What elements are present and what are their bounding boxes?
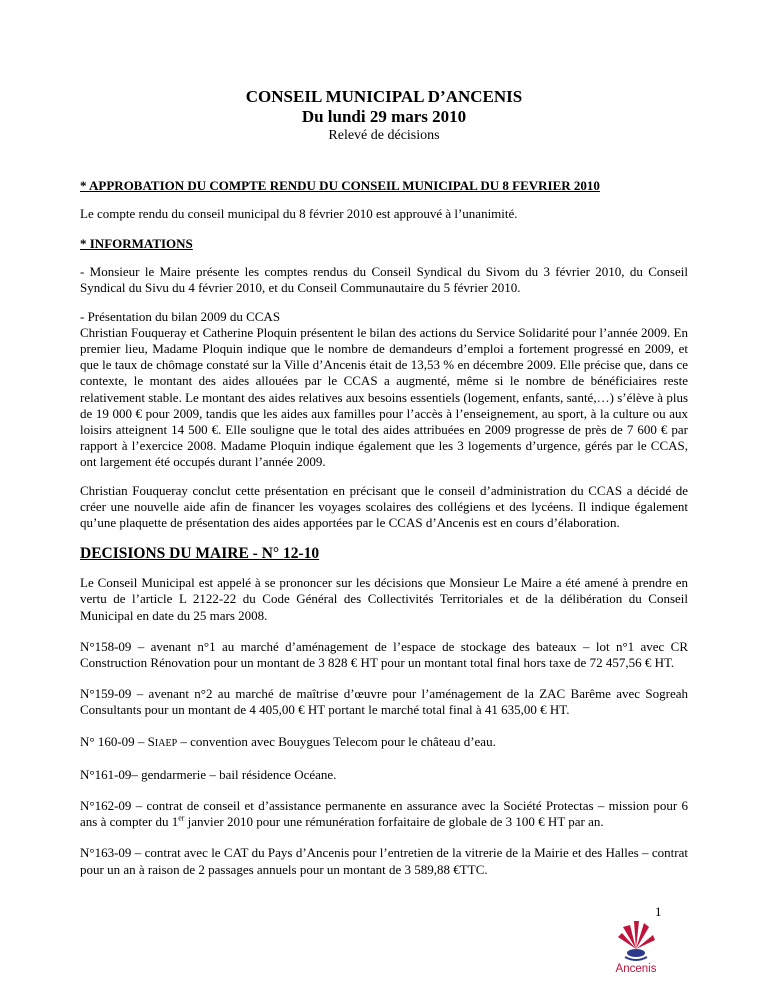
document-page bbox=[80, 0, 688, 878]
page-number: 1 bbox=[655, 904, 662, 919]
decision-162-superscript: er bbox=[178, 813, 185, 823]
decision-162 bbox=[80, 798, 688, 830]
informations-paragraph-3: Christian Fouqueray conclut cette présentation en précisant que le conseil d’administration du CCAS a décidé de créer une nouvelle aide afin de financer les voyages scolaires des collégiens et des lycéens. Il indique également qu’une plaquette de présentation des aides apportées par le CCAS d’Ancenis est en cours d’élaboration. bbox=[80, 482, 688, 531]
informations-paragraph-1: - Monsieur le Maire présente les comptes rendus du Conseil Syndical du Sivom du 3 février 2010, du Conseil Syndical du Sivu du 4 février 2010, et du Conseil Communautaire du 5 février 2010. bbox=[80, 264, 688, 296]
section-approval-heading: * APPROBATION DU COMPTE RENDU DU CONSEIL MUNICIPAL DU 8 FEVRIER 2010 bbox=[80, 178, 600, 193]
decision-161: N°161-09– gendarmerie – bail résidence Océane. bbox=[80, 766, 337, 782]
document-title: CONSEIL MUNICIPAL D’ANCENIS bbox=[245, 87, 523, 106]
meeting-date: Du lundi 29 mars 2010 bbox=[301, 107, 467, 126]
ccas-paragraph: Christian Fouqueray et Catherine Ploquin présentent le bilan des actions du Service Solidarité pour l’année 2009. En premier lieu, Madame Ploquin indique que le nombre de demandeurs d’emploi a fortement progressé en 2009, et que le taux de chômage constaté sur la Ville d’Ancenis était de 13,53 % en décembre 2009. Elle précise que, dans ce contexte, le montant des aides allouées par le CCAS a augmenté, même si le nombre de bénéficiaires reste relativement stable. Le montant des aides relatives aux besoins essentiels (logement, enfants, santé,…) s’élève à plus de 19 000 € pour 2009, tandis que les aides aux familles pour l’accès à l’enseignement, au sport, à la culture ou aux loisirs atteignent 14 500 €. Elle souligne que le total des aides attribuées en 2009 progresse de près de 7 600 € par rapport à l’exercice 2008. Madame Ploquin indique également que les 3 logements d’urgence, gérés par le CCAS, ont largement été occupés durant l’année 2009. bbox=[80, 324, 688, 470]
decision-159: N°159-09 – avenant n°2 au marché de maîtrise d’œuvre pour l’aménagement de la ZAC Barême avec Sogreah Consultants pour un montant de 4 405,00 € HT portant le marché total final à 41 635,00 € HT. bbox=[80, 686, 688, 718]
decision-160-part-2: – convention avec Bouygues Telecom pour le château d’eau. bbox=[177, 733, 496, 749]
section-decisions-heading: DECISIONS DU MAIRE - N° 12-10 bbox=[80, 545, 320, 563]
ccas-heading-line: - Présentation du bilan 2009 du CCAS bbox=[80, 308, 281, 324]
document-subtitle: Relevé de décisions bbox=[328, 128, 440, 143]
section-approval-text: Le compte rendu du conseil municipal du 8 février 2010 est approuvé à l’unanimité. bbox=[80, 206, 518, 221]
decision-162-part-2: janvier 2010 pour une rémunération forfaitaire de globale de 3 100 € HT par an. bbox=[184, 814, 604, 830]
decision-162-part-1: N°162-09 – contrat de conseil et d’assistance permanente en assurance avec la Société Protectas – mission pour 6 ans à compter du 1 bbox=[80, 798, 688, 830]
logo-text: Ancenis bbox=[615, 963, 657, 975]
decision-160-acronym: IAEP bbox=[154, 737, 178, 749]
decision-160-part-1: N° 160-09 – S bbox=[80, 733, 155, 749]
decisions-intro: Le Conseil Municipal est appelé à se prononcer sur les décisions que Monsieur Le Maire a été amené à prendre en vertu de l’article L 2122-22 du Code Général des Collectivités Territoriales et de la délibération du Conseil Municipal en date du 25 mars 2008. bbox=[80, 575, 688, 623]
section-informations-heading: * INFORMATIONS bbox=[80, 236, 193, 252]
decision-160 bbox=[80, 734, 688, 752]
decision-158: N°158-09 – avenant n°1 au marché d’aménagement de l’espace de stockage des bateaux – lot n°1 avec CR Construction Rénovation pour un montant de 3 828 € HT pour un montant total final hors taxe de 72 457,56 € HT. bbox=[80, 638, 688, 671]
decision-163: N°163-09 – contrat avec le CAT du Pays d’Ancenis pour l’entretien de la vitrerie de la Mairie et des Halles – contrat pour un an à raison de 2 passages annuels pour un montant de 3 589,88 €TTC. bbox=[80, 845, 688, 877]
